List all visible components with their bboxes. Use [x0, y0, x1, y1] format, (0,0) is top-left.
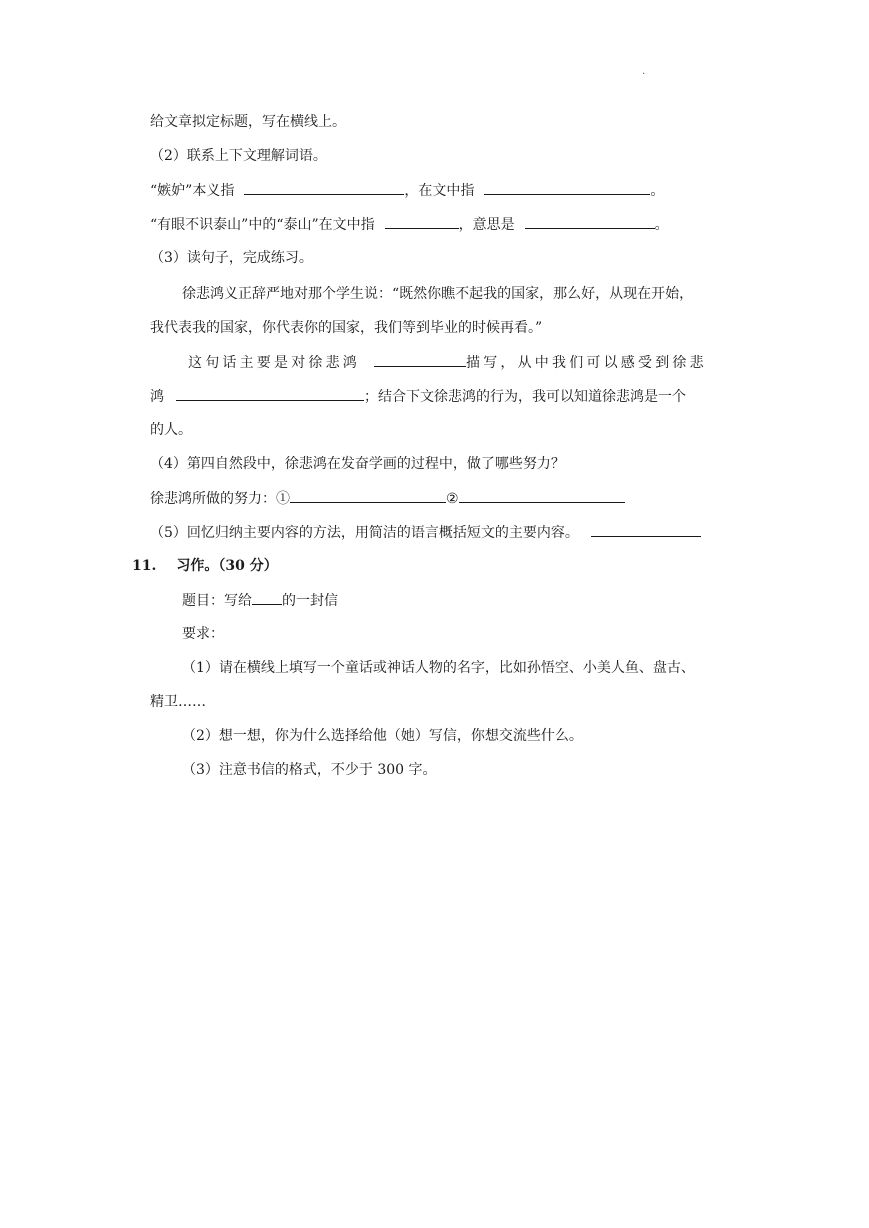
question-number: 11.: [132, 558, 157, 574]
essay-title-line: [182, 590, 338, 611]
text: （1）请在横线上填写一个童话或神话人物的名字，比如孙悟空、小美人鱼、盘古、: [182, 660, 695, 676]
analysis-line-2: [150, 386, 686, 407]
text: （3）读句子，完成练习。: [150, 250, 313, 266]
text: （2）想一想，你为什么选择给他（她）写信，你想交流些什么。: [182, 728, 583, 744]
text: 题目：写给: [182, 593, 252, 609]
analysis-line-1: [188, 352, 707, 373]
text: 给文章拟定标题，写在横线上。: [150, 114, 346, 130]
efforts-line: [150, 488, 625, 509]
taishan-line: [150, 214, 669, 235]
text: 的人。: [150, 422, 192, 438]
answer-blank[interactable]: [374, 352, 466, 367]
requirements-label: [182, 624, 224, 644]
text: （3）注意书信的格式，不少于 300 字。: [182, 762, 437, 778]
text: ，在文中指: [404, 183, 475, 199]
analysis-line-3: [150, 420, 192, 440]
text: 这句话主要是对徐悲鸿: [188, 355, 360, 371]
requirement-2-line: [182, 726, 583, 746]
instruction-title-line: [150, 112, 346, 132]
text: （2）联系上下文理解词语。: [150, 148, 327, 164]
text: 徐悲鸿所做的努力：①: [150, 491, 290, 507]
answer-blank[interactable]: [385, 214, 459, 229]
text: “嫉妒”本义指: [150, 183, 235, 199]
text: ；结合下文徐悲鸿的行为，我可以知道徐悲鸿是一个: [364, 389, 686, 405]
text: 。: [654, 217, 669, 233]
text: 精卫……: [150, 694, 206, 710]
question-5-line: [150, 522, 701, 543]
answer-blank[interactable]: [176, 386, 364, 401]
text: 的一封信: [282, 593, 338, 609]
text: （5）回忆归纳主要内容的方法，用简洁的语言概括短文的主要内容。: [150, 525, 579, 541]
answer-blank[interactable]: [459, 488, 625, 503]
answer-blank[interactable]: [525, 214, 655, 229]
text: “有眼不识泰山”中的“泰山”在文中指: [150, 217, 375, 233]
quote-line-1: [182, 284, 693, 304]
text: 鸿: [150, 389, 164, 405]
requirement-1-line-1: [182, 658, 695, 678]
header-dot: .: [642, 66, 646, 77]
question-title: 习作。（30 分）: [176, 558, 278, 574]
question-4-line: [150, 454, 565, 474]
requirement-1-line-2: [150, 692, 206, 712]
question-2-line: [150, 146, 327, 166]
answer-blank[interactable]: [484, 180, 650, 195]
text: ②: [446, 491, 459, 507]
answer-blank[interactable]: [252, 590, 282, 605]
text: 描写，从中我们可以感受到徐悲: [466, 355, 707, 371]
jidu-line: [150, 180, 664, 201]
text: 徐悲鸿义正辞严地对那个学生说：“既然你瞧不起我的国家，那么好，从现在开始，: [182, 286, 694, 302]
requirement-3-line: [182, 760, 437, 780]
question-11-heading: [132, 556, 278, 576]
answer-blank[interactable]: [244, 180, 404, 195]
answer-blank[interactable]: [591, 522, 701, 537]
text: 。: [650, 183, 665, 199]
answer-blank[interactable]: [290, 488, 446, 503]
text: 要求：: [182, 626, 224, 642]
text: （4）第四自然段中，徐悲鸿在发奋学画的过程中，做了哪些努力？: [150, 456, 565, 472]
quote-line-2: [150, 318, 542, 338]
text: 我代表我的国家，你代表你的国家，我们等到毕业的时候再看。”: [150, 320, 543, 336]
question-3-line: [150, 248, 313, 268]
text: ，意思是: [458, 217, 515, 233]
